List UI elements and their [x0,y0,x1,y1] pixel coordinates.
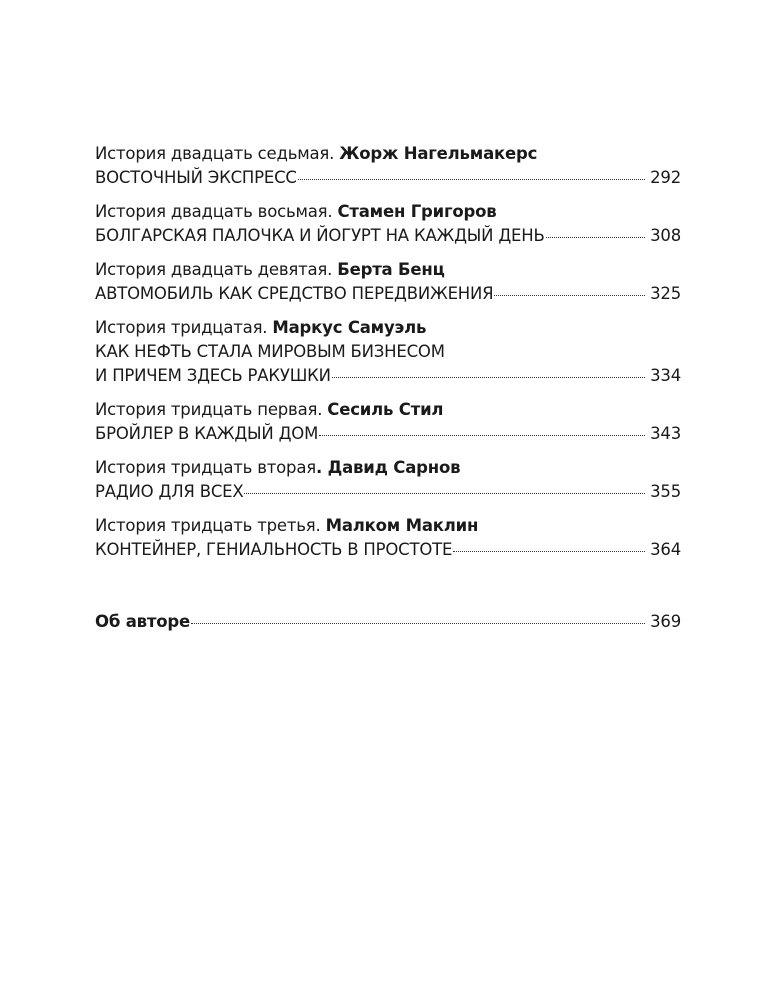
person-name: Жорж Нагельмакерс [339,144,538,163]
toc-title-row [95,480,681,504]
page-number: 364 [650,540,681,559]
toc-entry [95,456,681,504]
story-number: История тридцать третья. [95,516,326,535]
story-number: История двадцать восьмая. [95,202,338,221]
story-number: История тридцать первая. [95,400,328,419]
toc-story-heading [95,514,681,538]
dot-leader [546,237,645,238]
chapter-title: ВОСТОЧНЫЙ ЭКСПРЕСС [95,168,297,187]
toc-entry [95,398,681,446]
toc-title-row [95,166,681,190]
dot-leader [453,551,645,552]
toc-title-row [95,538,681,562]
story-number: История тридцать вторая [95,458,316,477]
person-name: Берта Бенц [337,260,445,279]
story-number: История двадцать девятая. [95,260,338,279]
story-number: История тридцатая. [95,318,273,337]
toc-entry [95,200,681,248]
person-name: Маркус Самуэль [272,318,427,337]
toc-entry [95,316,681,388]
page-number: 355 [650,482,681,501]
dot-leader [298,179,645,180]
toc-entry [95,258,681,306]
toc-story-heading [95,258,681,282]
page-number: 334 [650,366,681,385]
person-name: Сесиль Стил [327,400,444,419]
toc-story-heading [95,456,681,480]
page-number: 343 [650,424,681,443]
toc-story-heading [95,142,681,166]
page-number: 292 [650,168,681,187]
page-number: 325 [650,284,681,303]
person-name: . Давид Сарнов [315,458,461,477]
toc-story-heading [95,200,681,224]
chapter-title: БРОЙЛЕР В КАЖДЫЙ ДОМ [95,424,319,443]
toc-story-heading [95,316,681,340]
dot-leader [319,435,645,436]
toc-entry-about-author [95,610,681,634]
story-number: История двадцать седьмая. [95,144,340,163]
dot-leader [332,377,645,378]
person-name: Малком Маклин [325,516,479,535]
toc-title-row [95,422,681,446]
chapter-title: И ПРИЧЕМ ЗДЕСЬ РАКУШКИ [95,366,331,385]
toc-story-heading [95,398,681,422]
dot-leader [244,493,645,494]
page-number: 369 [650,612,681,631]
table-of-contents [95,142,681,644]
person-name: Стамен Григоров [337,202,497,221]
toc-entries [95,142,681,562]
chapter-title: АВТОМОБИЛЬ КАК СРЕДСТВО ПЕРЕДВИЖЕНИЯ [95,284,494,303]
toc-title-row [95,224,681,248]
chapter-title: КОНТЕЙНЕР, ГЕНИАЛЬНОСТЬ В ПРОСТОТЕ [95,540,453,559]
toc-title-row [95,610,681,634]
dot-leader [494,295,645,296]
dot-leader [191,623,645,624]
toc-title-line: КАК НЕФТЬ СТАЛА МИРОВЫМ БИЗНЕСОМ [95,342,445,361]
toc-title-row [95,364,681,388]
toc-entry [95,142,681,190]
toc-title-row [95,282,681,306]
about-author-label: Об авторе [95,612,190,631]
page-number: 308 [650,226,681,245]
toc-entry [95,514,681,562]
chapter-title: РАДИО ДЛЯ ВСЕХ [95,482,244,501]
chapter-title: БОЛГАРСКАЯ ПАЛОЧКА И ЙОГУРТ НА КАЖДЫЙ ДЕНЬ [95,226,545,245]
